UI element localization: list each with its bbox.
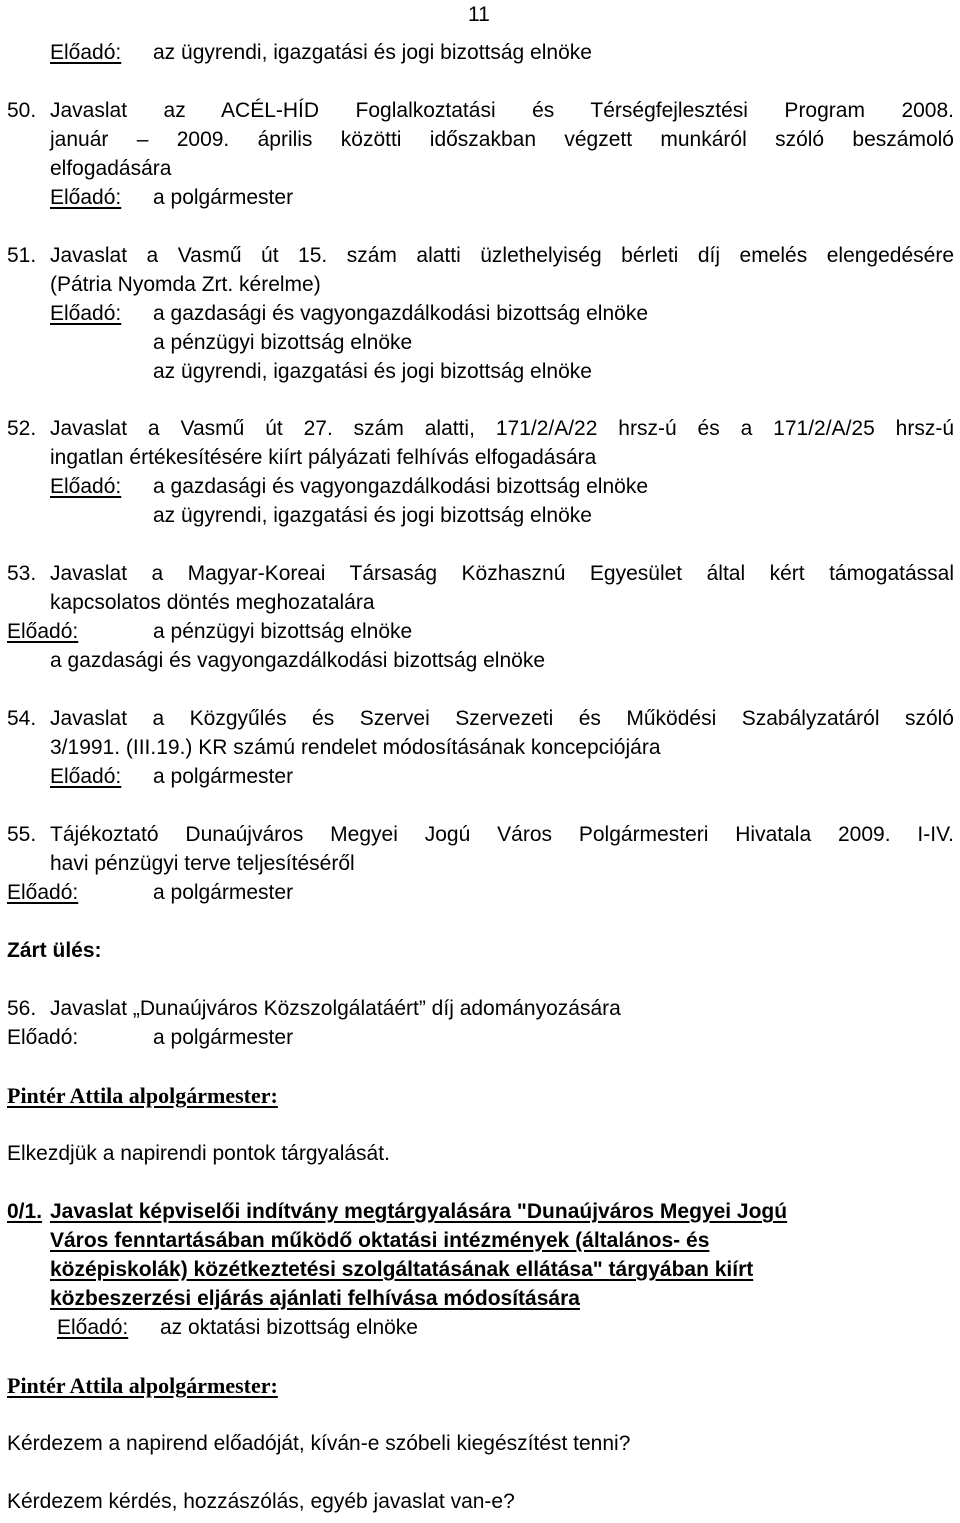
- presenter-text: az ügyrendi, igazgatási és jogi bizottság elnöke: [153, 360, 592, 383]
- presenter-text: a gazdasági és vagyongazdálkodási bizottság elnöke: [153, 302, 649, 325]
- agenda-item-title: Javaslat képviselői indítvány megtárgyalására "Dunaújváros Megyei Jogú: [50, 1200, 788, 1223]
- agenda-item-title: közbeszerzési eljárás ajánlati felhívása módosítására: [50, 1287, 580, 1310]
- agenda-item-title: Javaslat a Magyar-Koreai Társaság Közhasznú Egyesület által kért támogatással: [50, 562, 954, 585]
- presenter-text: az ügyrendi, igazgatási és jogi bizottság elnöke: [153, 41, 592, 64]
- speaker-name: Pintér Attila alpolgármester:: [7, 1373, 278, 1398]
- presenter-text: a polgármester: [153, 765, 294, 788]
- agenda-item-title: elfogadására: [50, 157, 172, 180]
- presenter-text: a pénzügyi bizottság elnöke: [153, 620, 413, 643]
- agenda-item-title: Javaslat „Dunaújváros Közszolgálatáért” díj adományozására: [50, 997, 621, 1020]
- presenter-label: Előadó:: [7, 1026, 79, 1049]
- agenda-item-number: 53.: [7, 562, 37, 585]
- agenda-item-title: havi pénzügyi terve teljesítéséről: [50, 852, 355, 875]
- agenda-item-title: Tájékoztató Dunaújváros Megyei Jogú Város Polgármesteri Hivatala 2009. I-IV.: [50, 823, 954, 846]
- closed-session-heading: Zárt ülés:: [7, 939, 102, 962]
- presenter-label: Előadó:: [50, 475, 122, 498]
- agenda-item-title: január – 2009. április közötti időszakban végzett munkáról szóló beszámoló: [50, 128, 954, 151]
- presenter-label: Előadó:: [50, 765, 122, 788]
- agenda-item-title: Javaslat a Vasmű út 15. szám alatti üzlethelyiség bérleti díj emelés elengedésére: [50, 244, 954, 267]
- speech-text: Elkezdjük a napirendi pontok tárgyalását.: [7, 1142, 390, 1165]
- presenter-label: Előadó:: [50, 41, 122, 64]
- presenter-label: Előadó:: [7, 881, 79, 904]
- presenter-label: Előadó:: [50, 302, 122, 325]
- agenda-item-title: középiskolák) közétkeztetési szolgáltatásának ellátása" tárgyában kiírt: [50, 1258, 754, 1281]
- agenda-item-title: 3/1991. (III.19.) KR számú rendelet módosításának koncepciójára: [50, 736, 661, 759]
- presenter-text: a gazdasági és vagyongazdálkodási bizottság elnöke: [50, 649, 546, 672]
- presenter-label: Előadó:: [50, 186, 122, 209]
- agenda-item-title: Város fenntartásában működő oktatási intézmények (általános- és: [50, 1229, 710, 1252]
- speech-text: Kérdezem a napirend előadóját, kíván-e szóbeli kiegészítést tenni?: [7, 1432, 631, 1455]
- presenter-text: a polgármester: [153, 186, 294, 209]
- agenda-item-title: (Pátria Nyomda Zrt. kérelme): [50, 273, 321, 296]
- presenter-label: Előadó:: [7, 620, 79, 643]
- agenda-item-number: 50.: [7, 99, 37, 122]
- speech-text: Kérdezem kérdés, hozzászólás, egyéb javaslat van-e?: [7, 1490, 515, 1513]
- presenter-text: az oktatási bizottság elnöke: [160, 1316, 418, 1339]
- agenda-item-title: Javaslat a Vasmű út 27. szám alatti, 171/2/A/22 hrsz-ú és a 171/2/A/25 hrsz-ú: [50, 417, 954, 440]
- agenda-item-title: Javaslat az ACÉL-HÍD Foglalkoztatási és Térségfejlesztési Program 2008.: [50, 99, 954, 122]
- agenda-item-title: kapcsolatos döntés meghozatalára: [50, 591, 375, 614]
- agenda-item-number: 51.: [7, 244, 37, 267]
- presenter-text: a polgármester: [153, 1026, 294, 1049]
- agenda-item-number: 55.: [7, 823, 37, 846]
- presenter-text: az ügyrendi, igazgatási és jogi bizottság elnöke: [153, 504, 592, 527]
- presenter-text: a pénzügyi bizottság elnöke: [153, 331, 413, 354]
- agenda-item-number: 56.: [7, 997, 37, 1020]
- agenda-item-title: Javaslat a Közgyűlés és Szervei Szervezeti és Működési Szabályzatáról szóló: [50, 707, 954, 730]
- agenda-item-number: 0/1.: [7, 1200, 43, 1223]
- presenter-label: Előadó:: [57, 1316, 129, 1339]
- agenda-item-number: 54.: [7, 707, 37, 730]
- agenda-item-number: 52.: [7, 417, 37, 440]
- presenter-text: a gazdasági és vagyongazdálkodási bizottság elnöke: [153, 475, 649, 498]
- agenda-item-title: ingatlan értékesítésére kiírt pályázati felhívás elfogadására: [50, 446, 597, 469]
- presenter-text: a polgármester: [153, 881, 294, 904]
- page-number: 11: [468, 3, 490, 26]
- speaker-name: Pintér Attila alpolgármester:: [7, 1083, 278, 1108]
